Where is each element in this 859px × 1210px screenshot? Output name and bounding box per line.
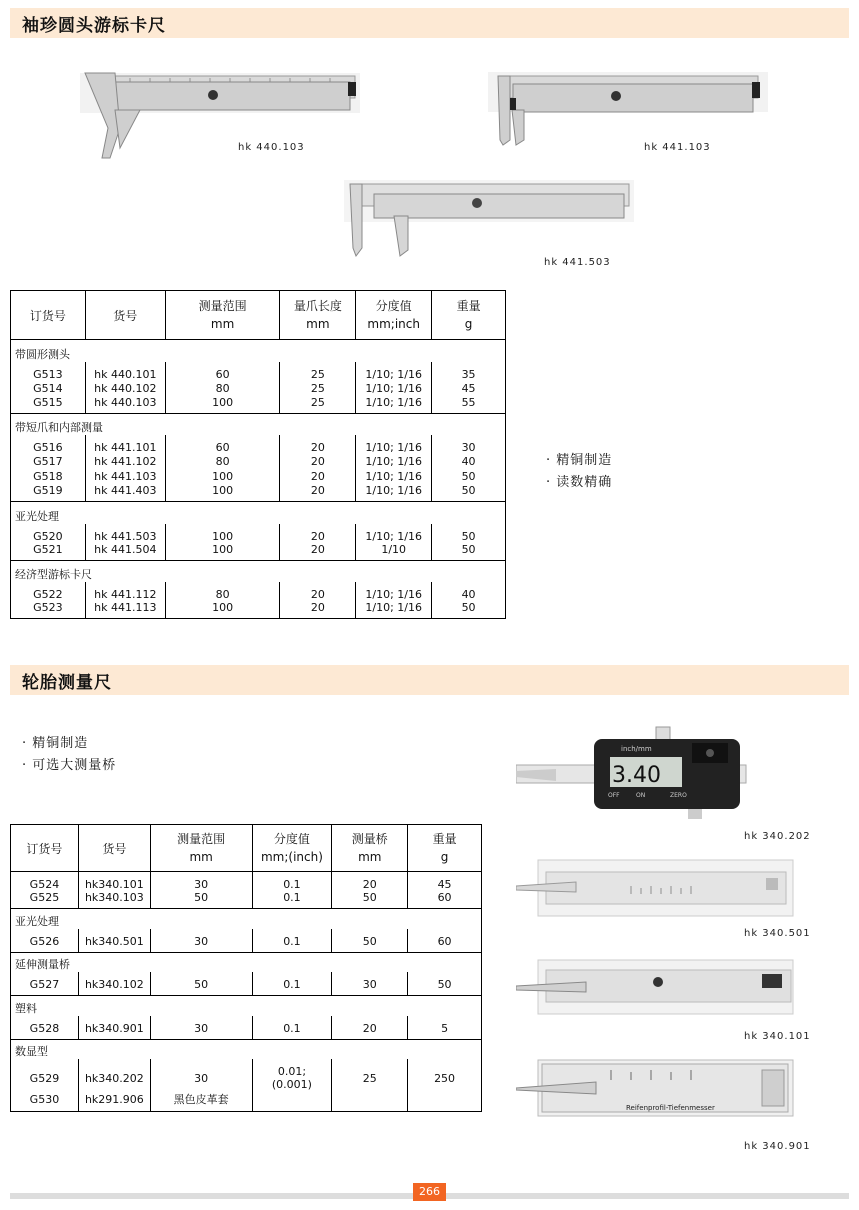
header-order-no: 订货号 xyxy=(11,291,86,340)
table-cell: 1/10; 1/16 xyxy=(356,582,432,601)
section-title: 轮胎测量尺 xyxy=(22,673,112,693)
table-cell xyxy=(252,1091,332,1112)
table-group-header xyxy=(11,1039,482,1059)
table-row xyxy=(11,972,482,996)
table-cell: 20 xyxy=(280,469,356,484)
table-cell: hk 441.103 xyxy=(85,469,165,484)
table-cell: 1/10; 1/16 xyxy=(356,469,432,484)
table-cell: 30 xyxy=(150,929,252,953)
table-group-header xyxy=(11,340,506,362)
table-cell: hk340.103 xyxy=(78,891,150,909)
plastic-tyre-gauge-image xyxy=(516,1058,796,1120)
table-cell: 0.1 xyxy=(252,929,332,953)
table-cell: G514 xyxy=(11,381,86,396)
table-cell: 0.1 xyxy=(252,972,332,996)
table-row xyxy=(11,484,506,502)
table-cell: 30 xyxy=(332,972,408,996)
feature-list xyxy=(22,733,116,777)
pocket-caliper-table xyxy=(10,290,506,619)
on-label: ON xyxy=(636,792,646,799)
image-caption: hk 340.901 xyxy=(744,1141,811,1152)
table-header-row xyxy=(11,291,506,340)
table-cell: 80 xyxy=(165,381,280,396)
table-cell: 250 xyxy=(434,1071,456,1085)
table-cell: 50 xyxy=(461,484,476,497)
table-cell: 100 xyxy=(165,469,280,484)
table-row xyxy=(11,929,482,953)
group-label: 延伸测量桥 xyxy=(15,958,70,971)
table-row xyxy=(11,435,506,454)
header-bridge: 测量桥 mm xyxy=(332,825,408,872)
table-group-header xyxy=(11,413,506,435)
table-cell: G523 xyxy=(11,601,86,619)
image-caption: hk 441.503 xyxy=(544,257,611,268)
table-row xyxy=(11,362,506,381)
table-cell: 50 xyxy=(150,891,252,909)
table-row xyxy=(11,582,506,601)
table-cell: hk 441.503 xyxy=(85,524,165,543)
table-cell: hk340.501 xyxy=(78,929,150,953)
feature-item: · 精铜制造 xyxy=(546,453,613,468)
table-row xyxy=(11,543,506,561)
group-label: 带圆形测头 xyxy=(15,347,70,361)
tyre-gauge-340-101-image xyxy=(516,958,796,1020)
table-group-header xyxy=(11,560,506,582)
table-group-header xyxy=(11,996,482,1016)
table-cell: 100 xyxy=(165,543,280,561)
table-cell: 50 xyxy=(461,601,476,614)
table-row xyxy=(11,454,506,469)
table-row xyxy=(11,469,506,484)
table-cell: 100 xyxy=(165,601,280,619)
table-row xyxy=(11,524,506,543)
table-cell: G522 xyxy=(11,582,86,601)
table-cell: 50 xyxy=(461,529,476,543)
table-cell: 20 xyxy=(332,872,408,892)
header-weight: 重量 g xyxy=(456,299,481,331)
group-label: 塑料 xyxy=(15,1001,37,1015)
table-cell: 1/10; 1/16 xyxy=(356,601,432,619)
group-label: 带短爪和内部测量 xyxy=(15,421,103,434)
table-cell: 20 xyxy=(280,435,356,454)
table-cell: 20 xyxy=(280,601,356,619)
table-cell: hk 440.101 xyxy=(85,362,165,381)
lcd-readout: 3.40 xyxy=(612,763,661,788)
table-cell: hk291.906 xyxy=(78,1091,150,1112)
header-graduation: 分度值 mm;(inch) xyxy=(252,825,332,872)
table-cell: G520 xyxy=(11,524,86,543)
table-cell: G527 xyxy=(11,972,79,996)
table-cell: 100 xyxy=(165,484,280,502)
table-cell: 30 xyxy=(150,1059,252,1091)
table-cell: hk340.101 xyxy=(78,872,150,892)
table-row xyxy=(11,1091,482,1112)
table-cell: hk 441.102 xyxy=(85,454,165,469)
header-item-no: 货号 xyxy=(85,291,165,340)
table-cell: hk 441.504 xyxy=(85,543,165,561)
feature-list xyxy=(546,450,612,494)
table-cell: 20 xyxy=(280,582,356,601)
header-order-no: 订货号 xyxy=(11,825,79,872)
table-cell: 25 xyxy=(280,362,356,381)
table-cell: G529 xyxy=(11,1059,79,1091)
table-cell: 35 xyxy=(461,367,476,381)
table-cell: 25 xyxy=(332,1059,408,1091)
table-cell xyxy=(408,1091,482,1112)
table-cell: hk340.202 xyxy=(78,1059,150,1091)
group-label: 数显型 xyxy=(15,1045,48,1058)
table-cell: 50 xyxy=(437,978,452,991)
caliper-image-441-503 xyxy=(344,180,634,260)
table-row xyxy=(11,1016,482,1040)
table-cell: 1/10 xyxy=(356,543,432,561)
table-cell: 0.1 xyxy=(252,891,332,909)
table-cell: 1/10; 1/16 xyxy=(356,454,432,469)
table-group-header xyxy=(11,502,506,524)
header-range: 测量范围 mm xyxy=(150,825,252,872)
group-label: 经济型游标卡尺 xyxy=(15,568,92,581)
digital-tyre-gauge-image xyxy=(516,725,756,825)
image-caption: hk 440.103 xyxy=(238,142,305,153)
table-cell: 0.01; (0.001) xyxy=(252,1059,332,1091)
table-cell: G526 xyxy=(11,929,79,953)
table-cell: hk 440.102 xyxy=(85,381,165,396)
table-cell: 20 xyxy=(332,1016,408,1040)
table-cell: hk 440.103 xyxy=(85,396,165,414)
table-cell: hk340.102 xyxy=(78,972,150,996)
table-cell: G513 xyxy=(11,362,86,381)
table-group-header xyxy=(11,952,482,972)
header-jaw-length: 量爪长度 mm xyxy=(280,291,356,340)
header-graduation: 分度值 mm;inch xyxy=(356,291,432,340)
table-cell: hk 441.112 xyxy=(85,582,165,601)
table-cell: 55 xyxy=(461,395,476,409)
table-cell: 0.1 xyxy=(252,1016,332,1040)
header-weight: 重量 g xyxy=(432,832,457,864)
table-cell: hk 441.113 xyxy=(85,601,165,619)
table-cell: 30 xyxy=(150,1016,252,1040)
table-cell: G516 xyxy=(11,435,86,454)
table-row xyxy=(11,601,506,619)
table-cell: 80 xyxy=(165,454,280,469)
table-cell: hk 441.403 xyxy=(85,484,165,502)
table-row xyxy=(11,396,506,414)
table-row xyxy=(11,1059,482,1091)
table-cell: 100 xyxy=(165,524,280,543)
table-cell: 20 xyxy=(280,454,356,469)
table-cell: 1/10; 1/16 xyxy=(356,435,432,454)
table-cell: 45 xyxy=(437,878,452,891)
table-cell: G528 xyxy=(11,1016,79,1040)
image-caption: hk 441.103 xyxy=(644,142,711,153)
caliper-image-441-103 xyxy=(488,70,770,152)
table-cell: 60 xyxy=(165,362,280,381)
table-cell: hk 441.101 xyxy=(85,435,165,454)
lcd-unit-label: inch/mm xyxy=(621,745,652,753)
table-row xyxy=(11,381,506,396)
table-cell: 100 xyxy=(165,396,280,414)
table-cell: 20 xyxy=(280,484,356,502)
header-range: 测量范围 mm xyxy=(165,291,280,340)
tyre-gauge-340-501-image xyxy=(516,858,796,920)
table-cell: 50 xyxy=(150,972,252,996)
table-row xyxy=(11,891,482,909)
feature-item: · 精铜制造 xyxy=(22,736,89,751)
table-cell: 1/10; 1/16 xyxy=(356,362,432,381)
section-header-tyre-gauges xyxy=(10,665,849,695)
image-caption: hk 340.202 xyxy=(744,831,811,842)
group-label: 亚光处理 xyxy=(15,509,59,523)
feature-item: · 可选大测量桥 xyxy=(22,758,117,773)
group-label: 亚光处理 xyxy=(15,914,59,928)
table-row xyxy=(11,872,482,892)
table-cell: G525 xyxy=(11,891,79,909)
zero-label: ZERO xyxy=(670,792,687,799)
table-cell: 1/10; 1/16 xyxy=(356,381,432,396)
table-cell: 25 xyxy=(280,396,356,414)
caliper-image-440-103 xyxy=(80,68,362,163)
table-cell: 60 xyxy=(437,891,452,904)
image-caption: hk 340.101 xyxy=(744,1031,811,1042)
table-cell: 40 xyxy=(461,588,476,601)
table-cell xyxy=(332,1091,408,1112)
table-cell: G530 xyxy=(11,1091,79,1112)
table-cell: 5 xyxy=(441,1021,449,1035)
table-cell: 1/10; 1/16 xyxy=(356,484,432,502)
table-cell: G518 xyxy=(11,469,86,484)
header-item-no: 货号 xyxy=(78,825,150,872)
product-label: Reifenprofil-Tiefenmesser xyxy=(626,1104,715,1112)
off-label: OFF xyxy=(608,792,620,799)
table-cell: 50 xyxy=(461,470,476,483)
table-cell: hk340.901 xyxy=(78,1016,150,1040)
table-cell: 25 xyxy=(280,381,356,396)
table-cell: 30 xyxy=(150,872,252,892)
table-cell: 30 xyxy=(461,441,476,454)
table-cell: G521 xyxy=(11,543,86,561)
table-group-header xyxy=(11,909,482,929)
section-title: 袖珍圆头游标卡尺 xyxy=(22,16,166,36)
table-cell: 50 xyxy=(332,929,408,953)
image-caption: hk 340.501 xyxy=(744,928,811,939)
table-cell: 20 xyxy=(280,543,356,561)
section-header-pocket-calipers xyxy=(10,8,849,38)
table-cell: 20 xyxy=(280,524,356,543)
tyre-gauge-table xyxy=(10,824,482,1112)
table-cell: G524 xyxy=(11,872,79,892)
table-cell: 80 xyxy=(165,582,280,601)
table-cell: 60 xyxy=(165,435,280,454)
table-cell: 0.1 xyxy=(252,872,332,892)
table-cell: 40 xyxy=(461,455,476,468)
feature-item: · 读数精确 xyxy=(546,475,613,490)
table-cell: G515 xyxy=(11,396,86,414)
table-cell: 1/10; 1/16 xyxy=(356,524,432,543)
table-cell: G519 xyxy=(11,484,86,502)
table-cell: 1/10; 1/16 xyxy=(356,396,432,414)
table-cell: 60 xyxy=(437,934,452,948)
table-header-row xyxy=(11,825,482,872)
table-cell: 黑色皮革套 xyxy=(150,1091,252,1112)
table-cell: G517 xyxy=(11,454,86,469)
table-cell: 50 xyxy=(461,542,476,556)
table-cell: 45 xyxy=(461,381,476,395)
page-number: 266 xyxy=(413,1183,446,1201)
table-cell: 50 xyxy=(332,891,408,909)
